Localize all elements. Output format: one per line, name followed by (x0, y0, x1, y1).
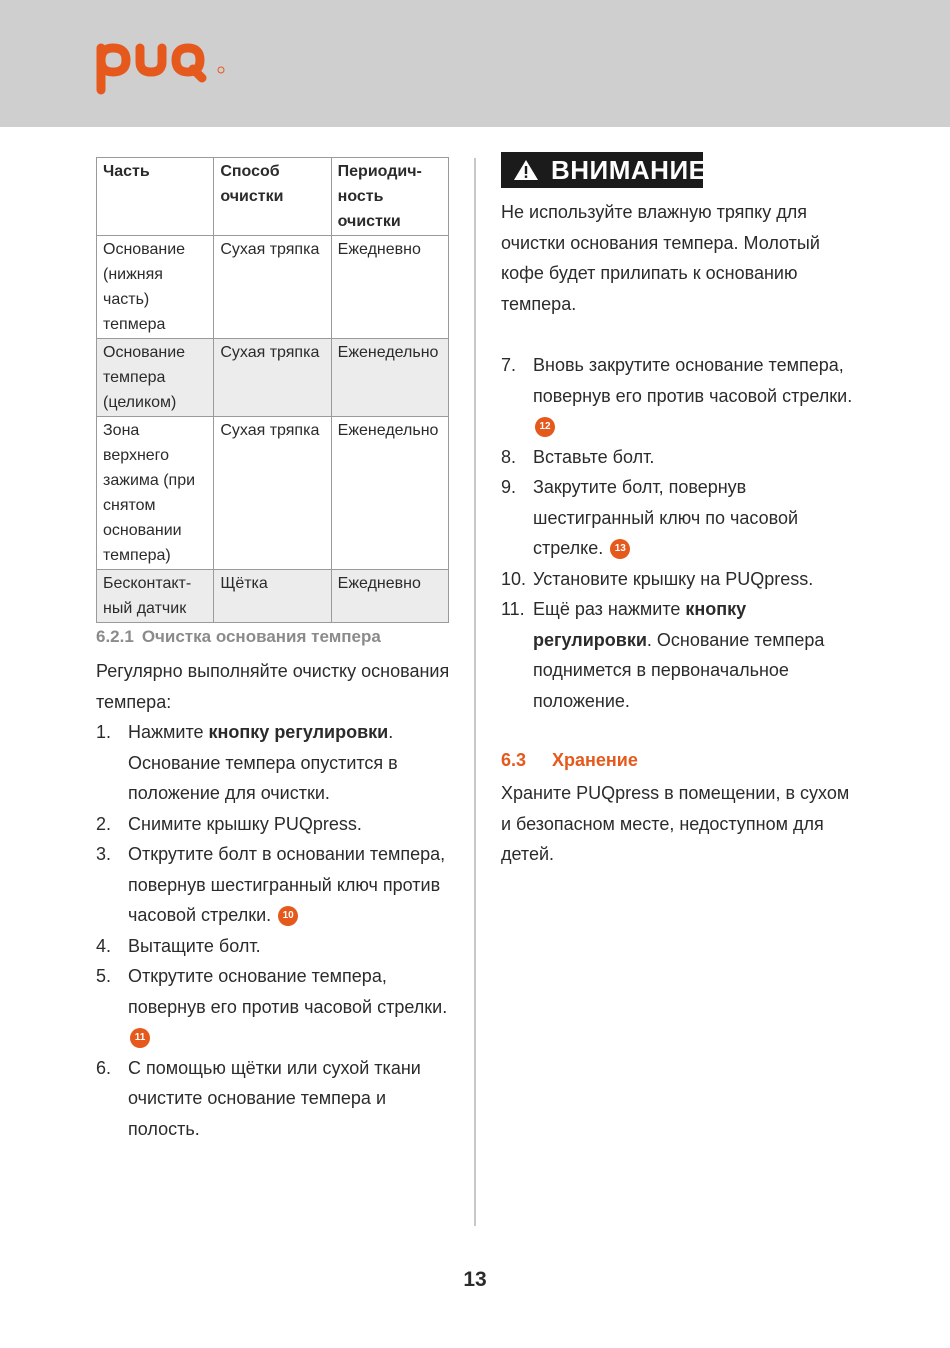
table-header-cell: Способ очистки (214, 158, 331, 236)
list-item (96, 961, 456, 1053)
step-number: 11. (501, 599, 525, 619)
table-cell: Основание темпера (целиком) (97, 339, 214, 417)
step-text: Вновь закрутите основание темпера, повернув его против часовой стрелки. (533, 355, 853, 406)
list-item (501, 350, 861, 442)
table-header-row (97, 158, 449, 236)
table-cell: Ежедневно (331, 236, 448, 339)
step-text: Снимите крышку PUQpress. (128, 813, 362, 834)
subsection-number: 6.2.1 (96, 627, 134, 646)
section-text: Храните PUQpress в помещении, в сухом и безопасном месте, недоступном для детей. (501, 783, 850, 864)
step-text: Установите крышку на PUQpress. (533, 568, 814, 589)
figure-ref-badge: 10 (278, 906, 298, 926)
subsection-title: Очистка основания темпера (141, 627, 381, 646)
step-text: Открутите болт в основании темпера, повернув шестигранный ключ против часовой стрелки. (128, 844, 446, 925)
steps-list-right (501, 350, 861, 716)
table-row (97, 570, 449, 623)
step-bold-text: кнопку регулировки (208, 722, 389, 742)
section-heading (501, 750, 638, 771)
warning-banner (501, 152, 707, 188)
table-cell: Сухая тряпка (214, 236, 331, 339)
step-number: 9. (501, 477, 517, 497)
figure-ref-badge: 13 (610, 539, 630, 559)
list-item (96, 717, 456, 809)
table-cell: Сухая тряпка (214, 417, 331, 570)
step-number: 7. (501, 355, 517, 375)
list-item (96, 931, 456, 962)
section-title: Хранение (552, 750, 638, 770)
figure-ref-badge: 11 (130, 1028, 150, 1048)
list-item (501, 594, 861, 716)
section-number: 6.3 (501, 750, 527, 770)
page-number: 13 (463, 1268, 487, 1291)
step-text: Нажмите (128, 722, 209, 742)
warning-title: ВНИМАНИЕ (551, 155, 707, 185)
table-cell: Щётка (214, 570, 331, 623)
table-row (97, 417, 449, 570)
table-row (97, 236, 449, 339)
list-item (96, 809, 456, 840)
step-number: 8. (501, 446, 517, 467)
list-item (501, 564, 861, 595)
puq-logo (96, 36, 228, 96)
table-row (97, 339, 449, 417)
step-text: С помощью щётки или сухой ткани очистите основание темпера и полость. (128, 1057, 421, 1139)
step-text: Вытащите болт. (128, 935, 261, 956)
list-item (96, 1053, 456, 1145)
steps-list-left (96, 717, 456, 1144)
figure-ref-badge: 12 (535, 417, 555, 437)
table-cell: Еженедельно (331, 339, 448, 417)
care-table-wrap (96, 157, 449, 623)
step-number: 5. (96, 966, 112, 986)
step-text: . Основание темпера опустится в положение для очистки. (128, 722, 398, 803)
step-number: 6. (96, 1057, 112, 1078)
table-cell: Еженедельно (331, 417, 448, 570)
table-header-cell: Часть (97, 158, 214, 236)
intro-text: Регулярно выполняйте очистку основания темпера: (96, 661, 450, 712)
step-text: . Основание темпера поднимется в первоначальное положение. (533, 629, 825, 711)
subsection-heading (96, 627, 381, 647)
table-cell: Бесконтакт-ный датчик (97, 570, 214, 623)
step-text: Открутите основание темпера, повернув его против часовой стрелки. (128, 966, 448, 1017)
list-item (96, 839, 456, 931)
table-cell: Зона верхнего зажима (при снятом основании темпера) (97, 417, 214, 570)
step-number: 10. (501, 568, 527, 589)
warning-text: Не используйте влажную тряпку для очистки основания темпера. Молотый кофе будет прилипать к основанию темпера. (501, 202, 820, 314)
step-text: Вставьте болт. (533, 446, 655, 467)
step-number: 4. (96, 935, 112, 956)
warning-icon (513, 159, 539, 181)
care-table (96, 157, 449, 623)
step-text: Ещё раз нажмите (533, 599, 686, 619)
page-header (0, 0, 950, 127)
step-number: 3. (96, 844, 112, 864)
list-item (501, 442, 861, 473)
step-text: Закрутите болт, повернув шестигранный ключ по часовой стрелке. (533, 477, 799, 558)
list-item (501, 472, 861, 564)
column-divider (474, 158, 476, 1226)
table-cell: Основание (нижняя часть) тепмера (97, 236, 214, 339)
step-bold-text: кнопку регулировки (533, 599, 747, 650)
table-cell: Сухая тряпка (214, 339, 331, 417)
step-number: 2. (96, 813, 112, 834)
step-number: 1. (96, 722, 112, 742)
table-cell: Ежедневно (331, 570, 448, 623)
table-header-cell: Периодич-ность очистки (331, 158, 448, 236)
